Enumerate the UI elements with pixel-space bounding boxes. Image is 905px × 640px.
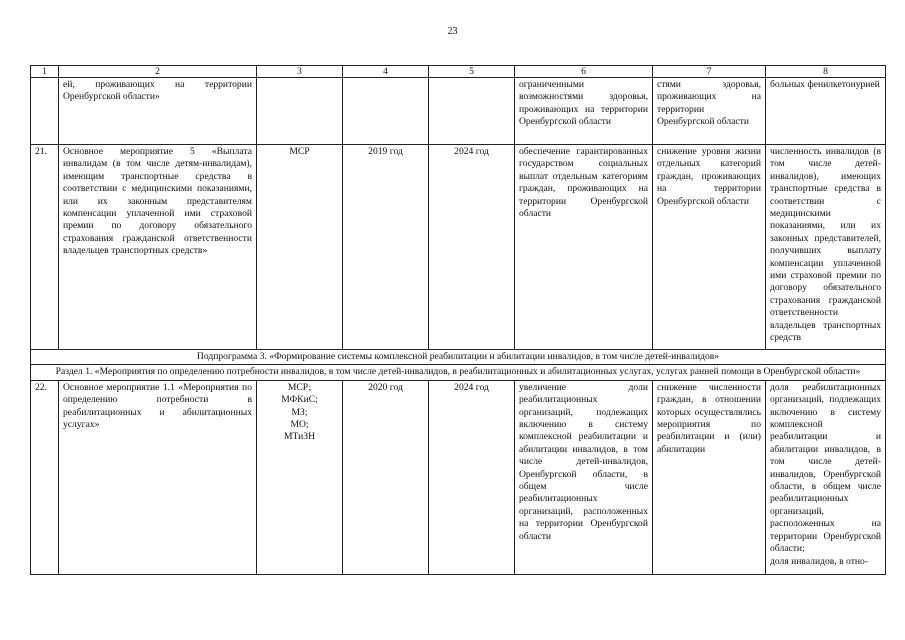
- measure-name: Основное мероприятие 1.1 «Мероприятия по определению потребности в реабилитационных и абилитационных услугах»: [59, 380, 257, 574]
- subprogram-row: [31, 350, 886, 365]
- non-implementation-consequences: снижение численности граждан, в отношении которых осуществлялись мероприятия по реабилитации и (или) абилитации: [653, 380, 766, 574]
- table-row: [31, 380, 886, 574]
- column-number: 2: [59, 66, 257, 78]
- measures-table: [30, 65, 886, 575]
- non-implementation-consequences: снижение уровня жизни отдельных категорий граждан, проживающих на территории Оренбургской области: [653, 145, 766, 350]
- executor: МСР: [257, 145, 343, 350]
- column-number: 5: [429, 66, 515, 78]
- executor: МФКиС;: [281, 394, 318, 406]
- column-number: 1: [31, 66, 59, 78]
- column-number: 4: [343, 66, 429, 78]
- section-row: [31, 365, 886, 380]
- cell: [257, 78, 343, 145]
- cell: стями здоровья, проживающих на территории Оренбургской области: [653, 78, 766, 145]
- executor: МСР;: [287, 381, 312, 393]
- expected-result: увеличение доли реабилитационных организаций, подлежащих включению в систему комплексной реабилитации и абилитации инвалидов, в том числе детей-инвалидов, Оренбургской области, в общем числе реабилитационных организаций, расположенных на территории Оренбургской области: [515, 380, 653, 574]
- column-number: 6: [515, 66, 653, 78]
- row-number: 22.: [31, 380, 59, 574]
- start-year: 2019 год: [343, 145, 429, 350]
- expected-result: обеспечение гарантированных государством социальных выплат отдельным категориям граждан, проживающих на территории Оренбургской области: [515, 145, 653, 350]
- continuation-row: [31, 78, 886, 145]
- end-year: 2024 год: [429, 380, 515, 574]
- column-number: 8: [766, 66, 886, 78]
- cell: [343, 78, 429, 145]
- row-number: 21.: [31, 145, 59, 350]
- table-row: [31, 145, 886, 350]
- indicator-link: численность инвалидов (в том числе детей-инвалидов), имеющих транспортные средства в соответствии с медицинскими показаниями, или их законных представителей, получивших выплату компенсации уплаченной ими страховой премии по договору обязательного страхования гражданской ответственности владельцев транспортных средств: [766, 145, 886, 350]
- indicator-text: доля инвалидов, в отно-: [770, 555, 869, 567]
- cell: больных фенилкетонурией: [766, 78, 886, 145]
- indicator-text: доля реабилитационных организаций, подлежащих включению в систему комплексной реабилитации и абилитации инвалидов, в том числе детей-инвалидов, Оренбургской области, в общем числе реабилитационных организаций, расположенных на территории Оренбургской области;: [770, 381, 881, 555]
- cell: [429, 78, 515, 145]
- column-number: 3: [257, 66, 343, 78]
- executor: МО;: [290, 419, 309, 431]
- executors: [257, 380, 343, 574]
- start-year: 2020 год: [343, 380, 429, 574]
- column-number: 7: [653, 66, 766, 78]
- end-year: 2024 год: [429, 145, 515, 350]
- executor: МЗ;: [291, 406, 308, 418]
- column-number-row: [31, 66, 886, 78]
- cell: [31, 78, 59, 145]
- section-title: Раздел 1. «Мероприятия по определению потребности инвалидов, в том числе детей-инвалидов, в реабилитационных и абилитационных услугах, услугах ранней помощи в Оренбургской области»: [31, 365, 886, 380]
- executor: МТиЗН: [283, 431, 316, 443]
- cell: ей, проживающих на территории Оренбургской области»: [59, 78, 257, 145]
- subprogram-title: Подпрограмма 3. «Формирование системы комплексной реабилитации и абилитации инвалидов, в том числе детей-инвалидов»: [31, 350, 886, 365]
- measure-name: Основное мероприятие 5 «Выплата инвалидам (в том числе детям-инвалидам), имеющим транспортные средства в соответствии с медицинскими показаниями, или их законным представителям компенсации уплаченной ими страховой премии по договору обязательного страхования гражданской ответственности владельцев транспортных средств»: [59, 145, 257, 350]
- cell: ограниченными возможностями здоровья, проживающих на территории Оренбургской области: [515, 78, 653, 145]
- page-number: 23: [447, 26, 458, 37]
- indicator-link: [766, 380, 886, 574]
